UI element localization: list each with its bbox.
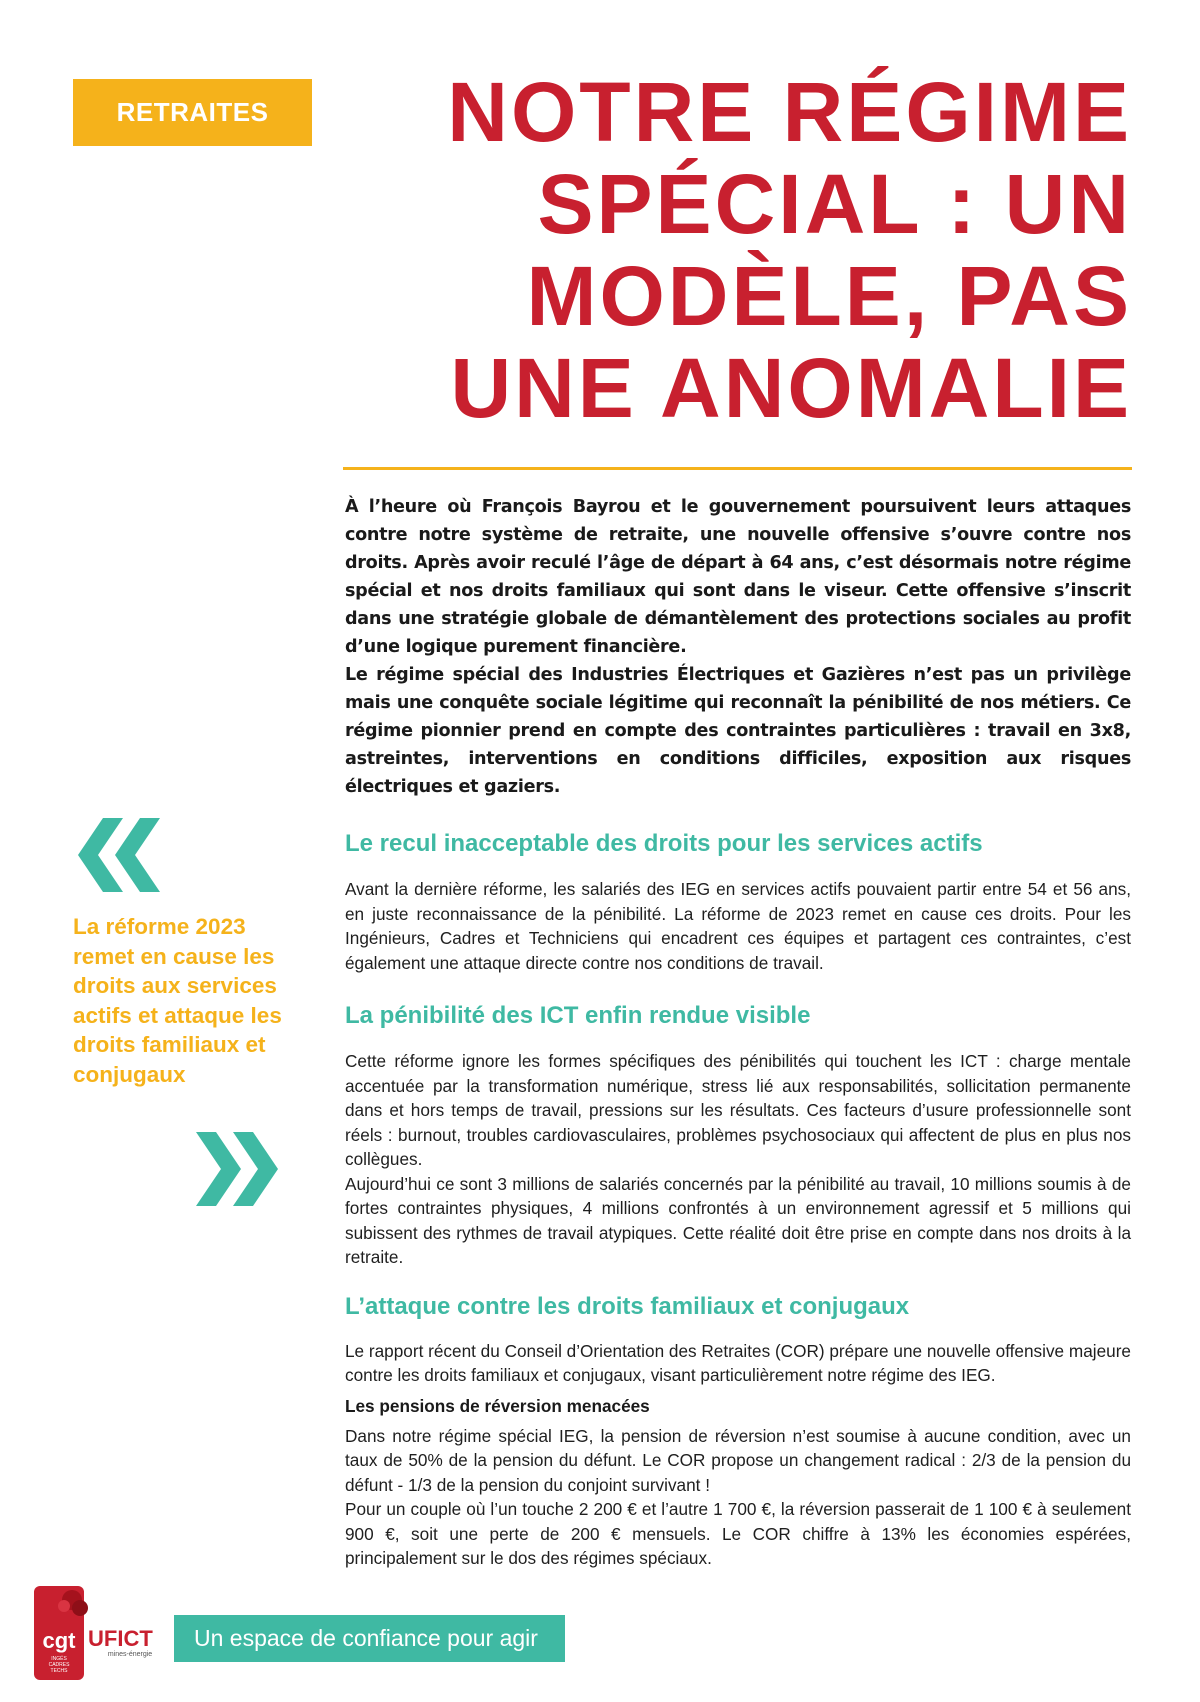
title-line: MODÈLE, PAS	[526, 249, 1132, 343]
body-paragraph: Aujourd’hui ce sont 3 millions de salariés concernés par la pénibilité au travail, 10 millions soumis à de fortes contraintes physiques, 4 millions confrontés à un environnement agressif et 5 millions qui subissent des rythmes de travail atypiques. Cette réalité doit être prise en compte dans nos droits à la retraite.	[345, 1173, 1131, 1267]
section-tag: RETRAITES	[73, 79, 312, 146]
title-divider	[343, 467, 1132, 470]
logo-small-line: TECHS	[50, 1668, 68, 1674]
footer-slogan: Un espace de confiance pour agir	[174, 1615, 565, 1662]
body-paragraph: Pour un couple où l’un touche 2 200 € et l’autre 1 700 €, la réversion passerait de 1 100 € à seulement 900 €, soit une perte de 200 € mensuels. Le COR chiffre à 13% les économies espérées, principalement sur le dos des régimes spéciaux.	[345, 1499, 1131, 1568]
title-line: SPÉCIAL : UN	[537, 157, 1132, 251]
cgt-logo-icon	[34, 1586, 166, 1680]
intro-paragraph: Le régime spécial des Industries Électriques et Gazières n’est pas un privilège mais une conquête sociale légitime qui reconnaît la pénibilité de nos métiers. Ce régime pionnier prend en compte des contraintes particulières : travail en 3x8, astreintes, interventions en conditions difficiles, exposition aux risques électriques et gaziers.	[345, 665, 1131, 797]
intro-paragraph: À l’heure où François Bayrou et le gouvernement poursuivent leurs attaques contre notre système de retraite, une nouvelle offensive s’ouvre contre nos droits. Après avoir reculé l’âge de départ à 64 ans, c’est désormais notre régime spécial et nos droits familiaux qui sont dans le viseur. Cette offensive s’inscrit dans une stratégie globale de démantèlement des protections sociales au profit d’une logique purement financière.	[345, 497, 1131, 657]
logo-small-line: INGÉS	[51, 1656, 67, 1662]
main-content	[345, 493, 1131, 1571]
section-heading: L’attaque contre les droits familiaux et conjugaux	[345, 1292, 910, 1320]
section-heading: La pénibilité des ICT enfin rendue visible	[345, 1002, 811, 1029]
title-line: NOTRE RÉGIME	[447, 65, 1132, 159]
quote-close-icon	[196, 1132, 278, 1206]
subheading: Les pensions de réversion menacées	[345, 1395, 650, 1416]
pull-quote: La réforme 2023 remet en cause les droits aux services actifs et attaque les droits familiaux et conjugaux	[73, 914, 282, 1087]
body-paragraph: Dans notre régime spécial IEG, la pension de réversion n’est soumise à aucune condition, avec un taux de 50% de la pension du défunt. Le COR propose un changement radical : 2/3 de la pension du défunt - 1/3 de la pension du conjoint survivant !	[345, 1425, 1131, 1495]
body-paragraph: Le rapport récent du Conseil d’Orientation des Retraites (COR) prépare une nouvelle offensive majeure contre les droits familiaux et conjugaux, visant particulièrement notre régime des IEG.	[345, 1340, 1131, 1385]
logo-org: UFICT	[88, 1626, 153, 1651]
body-paragraph: Cette réforme ignore les formes spécifiques des pénibilités qui touchent les ICT : charge mentale accentuée par la transformation numérique, stress lié aux responsabilités, sollicitation permanente dans et hors temps de travail, pressions sur les résultats. Ces facteurs d’usure professionnelle sont réels : burnout, troubles cardiovasculaires, problèmes psychosociaux qui affectent de plus en plus nos collègues.	[345, 1051, 1131, 1169]
logo-cgt: cgt	[42, 1628, 76, 1653]
logo-sub: mines-énergie	[107, 1651, 153, 1658]
logo-small-line: CADRES	[48, 1662, 70, 1668]
title-line: UNE ANOMALIE	[450, 341, 1132, 435]
quote-open-icon	[78, 818, 160, 892]
body-paragraph: Avant la dernière réforme, les salariés des IEG en services actifs pouvaient partir entre 54 et 56 ans, en juste reconnaissance de la pénibilité. La réforme de 2023 remet en cause ces droits. Pour les Ingénieurs, Cadres et Techniciens qui encadrent ces équipes et partagent ces contraintes, c’est également une attaque directe contre nos conditions de travail.	[345, 879, 1131, 973]
section-heading: Le recul inacceptable des droits pour les services actifs	[345, 830, 983, 857]
page-title	[340, 66, 1132, 434]
